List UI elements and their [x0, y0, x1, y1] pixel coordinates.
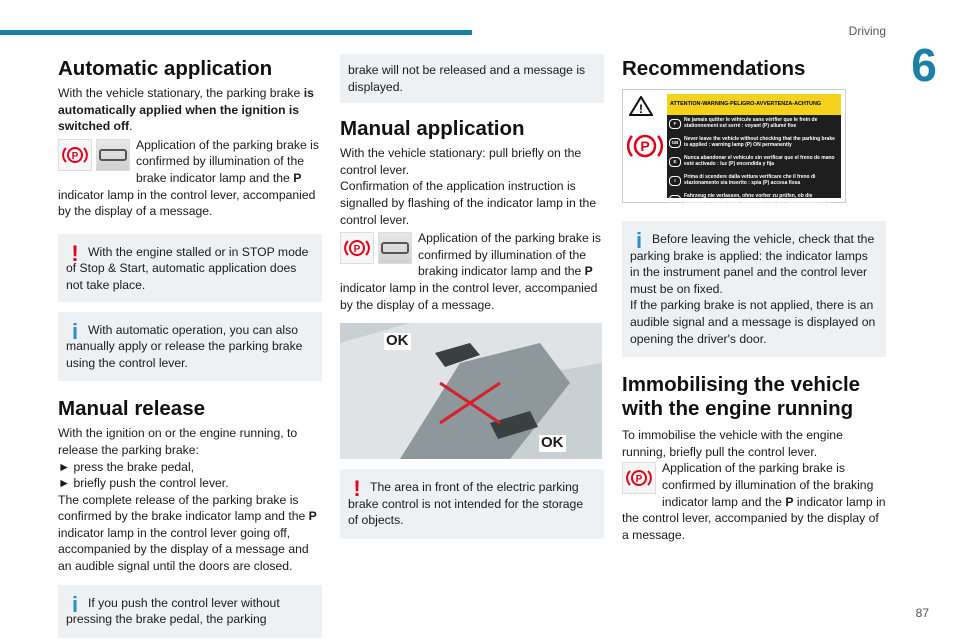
column-3 [622, 57, 886, 543]
sticker-line [669, 117, 839, 135]
manual-paragraph-1: With the vehicle stationary: pull briefly on the control lever. [340, 146, 582, 177]
sticker-line-text: Never leave the vehicle without checking that the parking brake is applied : warning lamp (P) ON permanently [684, 135, 835, 148]
indicator-lamps [622, 462, 656, 494]
info-note-leaving-vehicle: i Before leaving the vehicle, check that the parking brake is applied: the indicator lamps in the instrument panel and the control lever must be on fixed. If the parking brake is not applied, there is an audible signal and a message is displayed on opening the driver's door. [622, 221, 886, 357]
ok-label-bottom: OK [541, 434, 564, 452]
auto-paragraph-1: With the vehicle stationary, the parking brake is automatically applied when the ignition is switched off. [58, 86, 314, 134]
sticker-line [669, 193, 839, 211]
column-2 [340, 54, 604, 539]
info-note-manual-override: i With automatic operation, you can also manually apply or release the parking brake using the control lever. [58, 312, 322, 382]
svg-text:P: P [353, 244, 361, 256]
manual-application-heading: Manual application [340, 117, 525, 141]
release-paragraph-1: With the ignition on or the engine running, to release the parking brake: [58, 426, 298, 457]
sticker-header: ATTENTION-WARNING-PELIGRO-AVVERTENZA-ACHTUNG [667, 94, 841, 115]
sticker-line-text: Ne jamais quitter le véhicule sans vérifier que le frein de stationnement est serré : voyant (P) allumé fixe [684, 116, 818, 129]
parking-brake-lamp-icon [340, 232, 374, 264]
warning-note-stop-start: ! With the engine stalled or in STOP mode of Stop & Start, automatic application does not take place. [58, 234, 322, 302]
sticker-language-code: F [669, 119, 681, 129]
info-icon: i [71, 591, 79, 617]
recommendations-heading: Recommendations [622, 57, 806, 80]
auto-paragraph-2: P Application of the parking brake is confirmed by illumination of the brake indicator lamp and the P indicator lamp in the control lever, accompanied by the display of a message. [58, 137, 319, 219]
svg-text:!: ! [639, 102, 643, 116]
release-paragraph-2: The complete release of the parking brake is confirmed by the brake indicator lamp and the P indicator lamp in the control lever going off, accompanied by the display of a message and an audible signal until the doors are closed. [58, 492, 317, 574]
release-bullet-1: ► press the brake pedal, [58, 459, 195, 474]
immob-paragraph-1: To immobilise the vehicle with the engine running, briefly pull the control lever. [622, 428, 843, 459]
parking-brake-lamp-icon [622, 462, 656, 494]
warning-note-storage: ! The area in front of the electric parking brake control is not intended for the storage of objects. [340, 469, 604, 539]
header-accent-bar [0, 30, 472, 35]
indicator-lamps [340, 232, 412, 264]
sticker-line-text: Fahrzeug nie verlassen, ohne vorher zu prüfen, ob die elektrische parkbremse angezogen ist. Die kontrolleuchte (P) leuchtet dann permanent [684, 192, 830, 211]
sticker-line [669, 155, 839, 173]
sticker-language-code: D [669, 195, 681, 205]
control-lever-icon [378, 232, 412, 264]
info-note-push-lever: i If you push the control lever without pressing the brake pedal, the parking [58, 585, 322, 638]
section-title: Driving [848, 24, 886, 38]
sticker-language-code: GB [669, 138, 681, 148]
column-1 [58, 57, 322, 638]
svg-text:P: P [71, 150, 79, 162]
manual-paragraph-2: Confirmation of the application instruction is signalled by flashing of the indicator lamp in the control lever. [340, 179, 597, 227]
svg-text:P: P [640, 138, 650, 154]
immobilising-heading: Immobilising the vehicle with the engine running [622, 373, 861, 421]
continued-note: brake will not be released and a message is displayed. [340, 54, 604, 103]
sticker-lines [667, 115, 841, 211]
svg-text:P: P [635, 474, 643, 486]
parking-brake-lamp-icon [58, 139, 92, 171]
automatic-application-heading: Automatic application [58, 57, 273, 80]
indicator-lamps [58, 139, 130, 171]
immob-paragraph-2: P Application of the parking brake is confirmed by illumination of the braking indicator lamp and the P indicator lamp in the control lever, accompanied by the display of a message. [622, 461, 886, 542]
sticker-parking-brake-icon [627, 128, 663, 164]
sticker-line-text: Nunca abandonar el vehículo sin verificar que el freno de mano esté activado : luz (P) encendida y fija [684, 154, 835, 167]
sticker-text-panel [667, 94, 841, 211]
info-icon: i [635, 228, 643, 253]
manual-release-heading: Manual release [58, 397, 205, 421]
sticker-line [669, 136, 839, 154]
sticker-line-text: Prima di scendere dalla vettura verificare che il freno di stazionamento sia inserito : spia (P) accesa fissa [684, 173, 816, 186]
control-lever-icon [96, 139, 130, 171]
manual-paragraph-3: P Application of the parking brake is confirmed by illumination of the braking indicator lamp and the P indicator lamp in the control lever, accompanied by the display of a message. [340, 231, 601, 312]
warning-exclamation-icon: ! [353, 476, 361, 502]
sticker-language-code: I [669, 176, 681, 186]
release-bullet-2: ► briefly push the control lever. [58, 476, 229, 491]
ok-label-top: OK [386, 332, 409, 350]
info-icon: i [71, 318, 79, 344]
warning-sticker [622, 89, 846, 211]
chapter-number: 6 [911, 39, 937, 91]
warning-exclamation-icon: ! [71, 240, 79, 266]
page-number: 87 [915, 606, 929, 620]
console-storage-photo [340, 323, 602, 459]
sticker-language-code: E [669, 157, 681, 167]
warning-triangle-icon [629, 96, 653, 116]
sticker-line [669, 174, 839, 192]
